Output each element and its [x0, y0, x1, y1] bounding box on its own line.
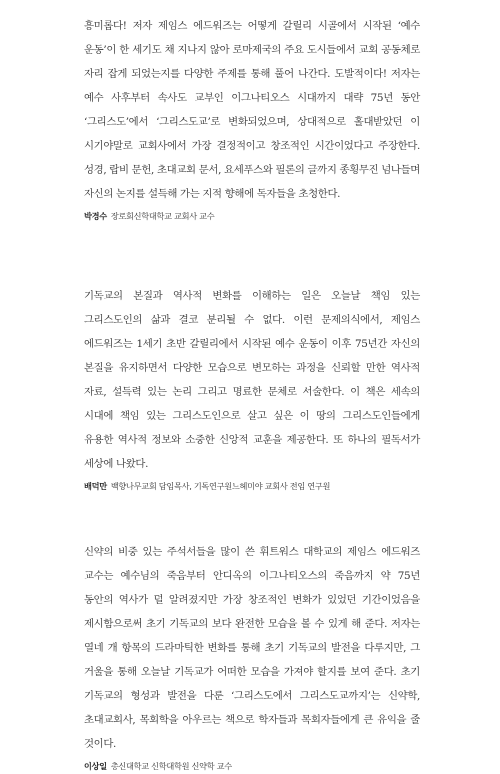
endorsement-signature — [84, 208, 420, 224]
endorsements-page — [84, 14, 420, 774]
endorsement-text: 신약의 비중 있는 주석서들을 많이 쓴 휘트워스 대학교의 제임스 에드워즈 교수는 예수님의 죽음부터 안디옥의 이그나티오스의 죽음까지 약 75년 동안의 역사가 덜 알려졌지만 가장 창조적인 변화가 있었던 기간이었음을 제시함으로써 초기 기독교의 보다 완전한 모습을 볼 수 있게 해 준다. 저자는 열네 개 항목의 드라마틱한 변화를 통해 초기 기독교의 발전을 다루지만, 그 거울을 통해 오늘날 기독교가 어떠한 모습을 가져야 할지를 보여 준다. 초기 기독교의 형성과 발전을 다룬 ‘그리스도에서 그리스도교까지’는 신약학, 초대교회사, 목회학을 아우르는 책으로 학자들과 목회자들에게 큰 유익을 줄 것이다. — [84, 546, 420, 750]
endorser-name: 이상일 — [84, 761, 107, 771]
endorsement-2 — [84, 284, 420, 494]
section-spacer — [84, 224, 420, 284]
endorser-affiliation: 백향나무교회 담임목사, 기독연구원느헤미야 교회사 전임 연구원 — [110, 481, 331, 491]
section-spacer — [84, 494, 420, 540]
endorser-affiliation: 총신대학교 신학대학원 신약학 교수 — [110, 761, 232, 771]
endorsement-text: 기독교의 본질과 역사적 변화를 이해하는 일은 오늘날 책임 있는 그리스도인의 삶과 결코 분리될 수 없다. 이런 문제의식에서, 제임스 에드워즈는 1세기 초반 갈릴리에서 시작된 예수 운동이 이후 75년간 자신의 본질을 유지하면서 다양한 모습으로 변모하는 과정을 신뢰할 만한 역사적 자료, 설득력 있는 논리 그리고 명료한 문체로 서술한다. 이 책은 세속의 시대에 책임 있는 그리스도인으로 살고 싶은 이 땅의 그리스도인들에게 유용한 역사적 정보와 소중한 신앙적 교훈을 제공한다. 또 하나의 필독서가 세상에 나왔다. — [84, 290, 420, 470]
endorser-name: 배덕만 — [84, 481, 107, 491]
endorsement-text: 흥미롭다! 저자 제임스 에드워즈는 어떻게 갈릴리 시골에서 시작된 ‘예수 운동’이 한 세기도 채 지나지 않아 로마제국의 주요 도시들에서 교회 공동체로 자리 잡게 되었는지를 다양한 주제를 통해 풀어 나간다. 도발적이다! 저자는 예수 사후부터 속사도 교부인 이그나티오스 시대까지 대략 75년 동안 ‘그리스도’에서 ‘그리스도교’로 변화되었으며, 상대적으로 홀대받았던 이 시기야말로 교회사에서 가장 결정적이고 창조적인 시간이었다고 주장한다. 성경, 랍비 문헌, 초대교회 문서, 요세푸스와 필론의 글까지 종횡무진 넘나들며 자신의 논지를 설득해 가는 지적 향해에 독자들을 초청한다. — [84, 20, 420, 200]
endorsement-signature — [84, 478, 420, 494]
endorser-name: 박경수 — [84, 211, 107, 221]
endorser-affiliation: 장로회신학대학교 교회사 교수 — [110, 211, 215, 221]
endorsement-1 — [84, 14, 420, 224]
endorsement-signature — [84, 758, 420, 774]
endorsement-3 — [84, 540, 420, 774]
